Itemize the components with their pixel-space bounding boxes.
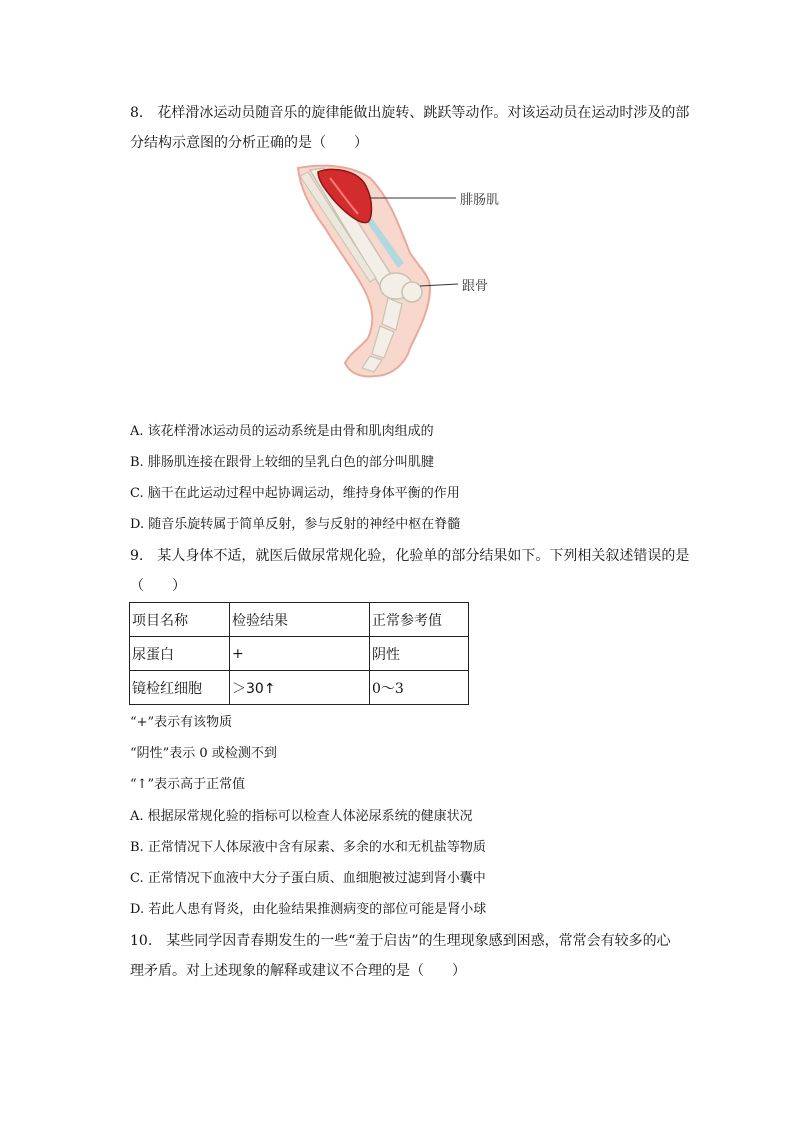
gastrocnemius-label: 腓肠肌 (460, 193, 500, 208)
question-9-stem-line2: （ ） (130, 578, 186, 594)
table-cell: 尿蛋白 (130, 637, 230, 671)
question-9-note-negative: “阴性”表示 0 或检测不到 (130, 746, 277, 761)
table-header-cell: 检验结果 (230, 603, 370, 637)
question-8-stem-line2: 分结构示意图的分析正确的是（ ） (130, 135, 368, 151)
question-9-option-c: C. 正常情况下血液中大分子蛋白质、血细胞被过滤到肾小囊中 (130, 871, 486, 886)
question-9-note-plus: “+”表示有该物质 (130, 715, 233, 730)
table-header-cell: 正常参考值 (370, 603, 469, 637)
question-8-stem-line1: 8. 花样滑冰运动员随音乐的旋律能做出旋转、跳跃等动作。对该运动员在运动时涉及的部 (130, 105, 690, 121)
table-cell: 阴性 (370, 637, 469, 671)
calcaneus-label: 跟骨 (462, 279, 489, 294)
table-header-row (130, 603, 469, 637)
table-row (130, 637, 469, 671)
table-row (130, 671, 469, 705)
table-cell: 0～3 (370, 671, 469, 705)
question-10-stem-line2: 理矛盾。对上述现象的解释或建议不合理的是（ ） (130, 963, 466, 979)
question-8-option-c: C. 脑干在此运动过程中起协调运动，维持身体平衡的作用 (130, 486, 460, 501)
question-8-option-d: D. 随音乐旋转属于简单反射，参与反射的神经中枢在脊髓 (130, 517, 461, 532)
question-8-option-a: A. 该花样滑冰运动员的运动系统是由骨和肌肉组成的 (130, 424, 434, 439)
question-9-note-arrow: “↑”表示高于正常值 (130, 777, 246, 792)
table-cell: + (230, 637, 370, 671)
leg-muscle-figure (280, 158, 520, 388)
question-8-option-b: B. 腓肠肌连接在跟骨上较细的呈乳白色的部分叫肌腱 (130, 455, 434, 470)
table-cell: ＞30↑ (230, 671, 370, 705)
table-header-cell: 项目名称 (130, 603, 230, 637)
question-9-option-d: D. 若此人患有肾炎，由化验结果推测病变的部位可能是肾小球 (130, 902, 487, 917)
urinalysis-results-table (129, 602, 469, 705)
question-9-stem-line1: 9. 某人身体不适，就医后做尿常规化验，化验单的部分结果如下。下列相关叙述错误的是 (130, 548, 690, 564)
question-9-option-a: A. 根据尿常规化验的指标可以检查人体泌尿系统的健康状况 (130, 809, 473, 824)
table-cell: 镜检红细胞 (130, 671, 230, 705)
question-10-stem-line1: 10. 某些同学因青春期发生的一些“羞于启齿”的生理现象感到困惑，常常会有较多的心 (130, 933, 671, 949)
question-9-option-b: B. 正常情况下人体尿液中含有尿素、多余的水和无机盐等物质 (130, 840, 486, 855)
